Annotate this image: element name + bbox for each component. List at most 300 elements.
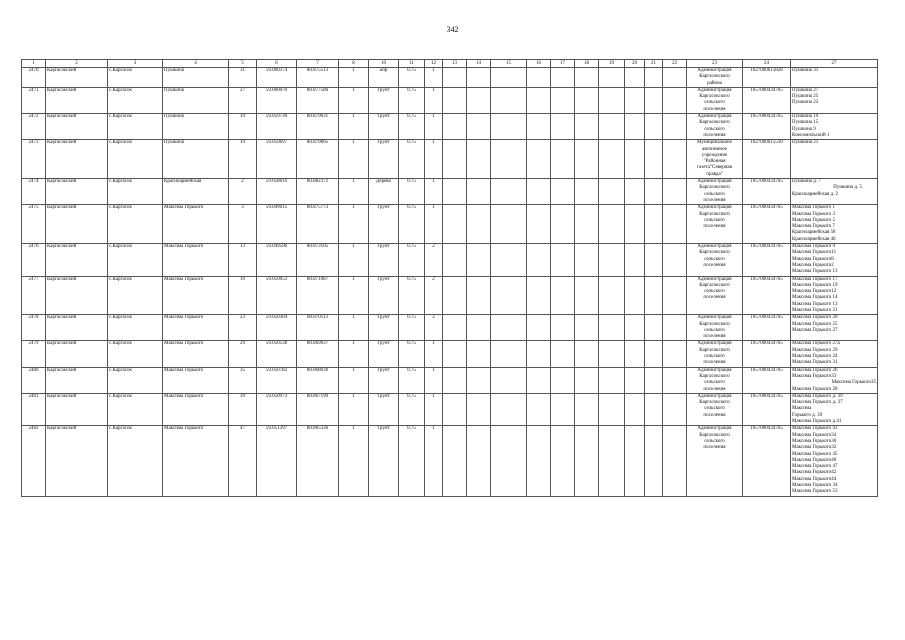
empty-cell bbox=[467, 426, 491, 496]
served-address: Максима Горького35 bbox=[831, 380, 876, 386]
settlement-cell: с.Каргасок bbox=[108, 114, 163, 140]
owner-line: Администрация bbox=[697, 87, 732, 93]
volume-cell: 0.75 bbox=[399, 426, 425, 496]
volume-cell: 0.75 bbox=[399, 68, 425, 88]
served-address: Максима Горького 28 bbox=[792, 386, 838, 392]
column-number: 17 bbox=[551, 60, 575, 68]
empty-cell bbox=[527, 205, 551, 244]
served-address: Максима Горького 17 bbox=[792, 276, 838, 282]
latitude-cell: 59.059730 bbox=[257, 114, 297, 140]
served-address: Максима Горького 27 bbox=[792, 327, 838, 333]
empty-cell bbox=[491, 205, 527, 244]
street-cell: Максима Горького bbox=[163, 393, 229, 425]
settlement-cell: с.Каргасок bbox=[108, 367, 163, 393]
owner-line: Администрация bbox=[697, 426, 732, 432]
house-cell: 19 bbox=[229, 114, 257, 140]
empty-cell bbox=[645, 179, 663, 205]
empty-cell bbox=[663, 276, 687, 315]
served-addresses-cell bbox=[791, 393, 878, 425]
settlement-cell: с.Каргасок bbox=[108, 276, 163, 315]
empty-cell bbox=[663, 140, 687, 179]
empty-cell bbox=[527, 87, 551, 113]
empty-cell bbox=[551, 87, 575, 113]
row-number: 2472 bbox=[22, 114, 46, 140]
table-row bbox=[22, 87, 878, 113]
served-address: Максима Горького 5 bbox=[792, 217, 836, 223]
owner-line: поселения bbox=[703, 386, 726, 392]
empty-cell bbox=[527, 179, 551, 205]
served-address: Пушкина 9 bbox=[792, 126, 816, 132]
owner-line: газета"Северная bbox=[697, 165, 732, 171]
empty-cell bbox=[575, 68, 599, 88]
latitude-cell: 59.058616 bbox=[257, 179, 297, 205]
count-cell: 1 bbox=[339, 244, 369, 276]
owner-line: Каргасокского bbox=[699, 282, 730, 288]
owner-cell bbox=[687, 68, 743, 88]
empty-cell bbox=[443, 179, 467, 205]
column-number: 16 bbox=[527, 60, 551, 68]
served-address: Максима Горького34 bbox=[792, 432, 837, 438]
empty-cell bbox=[663, 179, 687, 205]
row-number: 2480 bbox=[22, 367, 46, 393]
empty-cell bbox=[527, 140, 551, 179]
served-addresses-cell bbox=[791, 426, 878, 496]
column-number: 1 bbox=[22, 60, 46, 68]
empty-cell bbox=[645, 140, 663, 179]
served-address: Красноармейская 46 bbox=[792, 236, 836, 242]
containers-cell: 2 bbox=[425, 276, 443, 315]
district-cell: Каргасокский bbox=[46, 205, 108, 244]
containers-cell: 1 bbox=[425, 367, 443, 393]
served-address: Максима Горького 13 bbox=[792, 301, 838, 307]
ogrn-cell: 1027000615510 bbox=[743, 140, 791, 179]
owner-cell bbox=[687, 87, 743, 113]
owner-line: района bbox=[707, 80, 722, 86]
owner-line: сельского bbox=[704, 354, 725, 360]
empty-cell bbox=[645, 68, 663, 88]
street-cell: Максима Горького bbox=[163, 205, 229, 244]
street-cell: Пушкина bbox=[163, 140, 229, 179]
district-cell: Каргасокский bbox=[46, 68, 108, 88]
column-number: 21 bbox=[645, 60, 663, 68]
column-number: 6 bbox=[257, 60, 297, 68]
empty-cell bbox=[625, 367, 645, 393]
row-number: 2479 bbox=[22, 341, 46, 367]
row-number: 2470 bbox=[22, 68, 46, 88]
served-address: Пушкина 27 bbox=[792, 87, 819, 93]
surface-cell: Грунт bbox=[369, 341, 399, 367]
containers-cell: 1 bbox=[425, 114, 443, 140]
longitude-cell: 80.877586 bbox=[297, 87, 339, 113]
served-address: Максима Горького44 bbox=[792, 476, 837, 482]
owner-line: сельского bbox=[704, 327, 725, 333]
house-cell: 39 bbox=[229, 393, 257, 425]
served-address: Максима Горького 21 bbox=[792, 307, 838, 313]
column-number: 14 bbox=[467, 60, 491, 68]
empty-cell bbox=[467, 341, 491, 367]
empty-cell bbox=[663, 87, 687, 113]
count-cell: 1 bbox=[339, 205, 369, 244]
owner-line: Администрация bbox=[697, 244, 732, 250]
empty-cell bbox=[491, 114, 527, 140]
volume-cell: 0.75 bbox=[399, 367, 425, 393]
owner-line: Каргасокского bbox=[699, 432, 730, 438]
empty-cell bbox=[625, 140, 645, 179]
served-addresses-cell bbox=[791, 68, 878, 88]
served-address: Максима Горького 43 bbox=[792, 426, 838, 432]
owner-line: Администрация bbox=[697, 315, 732, 321]
empty-cell bbox=[645, 341, 663, 367]
served-address: Максима Горького 25 bbox=[792, 321, 838, 327]
table-row bbox=[22, 244, 878, 276]
empty-cell bbox=[527, 341, 551, 367]
empty-cell bbox=[575, 367, 599, 393]
empty-cell bbox=[599, 205, 625, 244]
latitude-cell: 59.060374 bbox=[257, 68, 297, 88]
empty-cell bbox=[467, 179, 491, 205]
count-cell: 1 bbox=[339, 179, 369, 205]
column-number: 20 bbox=[625, 60, 645, 68]
longitude-cell: 80.868030 bbox=[297, 367, 339, 393]
containers-cell: 1 bbox=[425, 205, 443, 244]
house-cell: 19 bbox=[229, 276, 257, 315]
street-cell: Максима Горького bbox=[163, 244, 229, 276]
ogrn-cell: 1057000434765 bbox=[743, 205, 791, 244]
owner-line: Каргасокского bbox=[699, 373, 730, 379]
served-addresses-cell bbox=[791, 315, 878, 341]
longitude-cell: 80.879805 bbox=[297, 140, 339, 179]
served-addresses-cell bbox=[791, 341, 878, 367]
longitude-cell: 80.873105 bbox=[297, 244, 339, 276]
surface-cell: Грунт bbox=[369, 205, 399, 244]
street-cell: Максима Горького bbox=[163, 341, 229, 367]
empty-cell bbox=[575, 276, 599, 315]
column-number: 13 bbox=[443, 60, 467, 68]
owner-line: поселения bbox=[703, 132, 726, 138]
empty-cell bbox=[575, 179, 599, 205]
empty-cell bbox=[491, 341, 527, 367]
containers-cell: 1 bbox=[425, 426, 443, 496]
house-cell: 35 bbox=[229, 367, 257, 393]
empty-cell bbox=[491, 315, 527, 341]
owner-line: поселения bbox=[703, 224, 726, 230]
served-address: Максима Горького 45 bbox=[792, 451, 838, 457]
settlement-cell: с.Каргасок bbox=[108, 426, 163, 496]
empty-cell bbox=[527, 426, 551, 496]
served-address: Комсомольский 1 bbox=[792, 132, 830, 138]
empty-cell bbox=[663, 68, 687, 88]
served-addresses-cell bbox=[791, 87, 878, 113]
latitude-cell: 59.049015 bbox=[257, 205, 297, 244]
column-number: 12 bbox=[425, 60, 443, 68]
served-addresses-cell bbox=[791, 179, 878, 205]
house-cell: 23 bbox=[229, 315, 257, 341]
empty-cell bbox=[443, 205, 467, 244]
served-addresses-cell bbox=[791, 205, 878, 244]
empty-cell bbox=[599, 114, 625, 140]
row-number: 2481 bbox=[22, 393, 46, 425]
empty-cell bbox=[663, 393, 687, 425]
served-address: Максима Горького 31 bbox=[792, 360, 838, 366]
street-cell: Максима Горького bbox=[163, 276, 229, 315]
owner-cell bbox=[687, 114, 743, 140]
empty-cell bbox=[527, 393, 551, 425]
served-address: Максима Горького 13 bbox=[792, 269, 838, 275]
served-address: Максима Горького 29 bbox=[792, 347, 838, 353]
owner-line: поселения bbox=[703, 445, 726, 451]
empty-cell bbox=[467, 393, 491, 425]
owner-cell bbox=[687, 315, 743, 341]
served-address: Пушкина 15 bbox=[792, 120, 819, 126]
empty-cell bbox=[599, 87, 625, 113]
containers-cell: 1 bbox=[425, 87, 443, 113]
count-cell: 1 bbox=[339, 68, 369, 88]
longitude-cell: 80.865336 bbox=[297, 426, 339, 496]
owner-line: сельского bbox=[704, 256, 725, 262]
count-cell: 1 bbox=[339, 367, 369, 393]
owner-line: сельского bbox=[704, 438, 725, 444]
empty-cell bbox=[443, 276, 467, 315]
column-number: 18 bbox=[575, 60, 599, 68]
empty-cell bbox=[575, 426, 599, 496]
volume-cell: 0.75 bbox=[399, 205, 425, 244]
served-address: Горького д. 39 bbox=[792, 412, 823, 418]
page-number: 342 bbox=[446, 25, 459, 34]
district-cell: Каргасокский bbox=[46, 244, 108, 276]
street-cell: Пушкина bbox=[163, 114, 229, 140]
surface-cell: Дерево bbox=[369, 179, 399, 205]
served-address: Максима Горького д. 37 bbox=[792, 400, 843, 406]
empty-cell bbox=[551, 244, 575, 276]
empty-cell bbox=[599, 341, 625, 367]
empty-cell bbox=[443, 426, 467, 496]
served-addresses-cell bbox=[791, 114, 878, 140]
empty-cell bbox=[551, 276, 575, 315]
empty-cell bbox=[551, 315, 575, 341]
district-cell: Каргасокский bbox=[46, 114, 108, 140]
empty-cell bbox=[527, 276, 551, 315]
ogrn-cell: 1057000434765 bbox=[743, 315, 791, 341]
owner-line: сельского bbox=[704, 217, 725, 223]
empty-cell bbox=[443, 367, 467, 393]
street-cell: Максима Горького bbox=[163, 315, 229, 341]
latitude-cell: 59.050304 bbox=[257, 315, 297, 341]
count-cell: 1 bbox=[339, 341, 369, 367]
count-cell: 1 bbox=[339, 87, 369, 113]
served-address: Пушкина 25 bbox=[792, 94, 819, 100]
containers-cell: 2 bbox=[425, 244, 443, 276]
served-address: Максима Горького 9 bbox=[792, 244, 836, 250]
ogrn-cell: 1057000434765 bbox=[743, 276, 791, 315]
longitude-cell: 80.870113 bbox=[297, 315, 339, 341]
volume-cell: 0.75 bbox=[399, 315, 425, 341]
column-number: 27 bbox=[791, 60, 878, 68]
latitude-cell: 59.059697 bbox=[257, 140, 297, 179]
register-table bbox=[21, 59, 878, 497]
count-cell: 1 bbox=[339, 426, 369, 496]
empty-cell bbox=[645, 244, 663, 276]
empty-cell bbox=[467, 87, 491, 113]
empty-cell bbox=[599, 140, 625, 179]
surface-cell: Грунт bbox=[369, 276, 399, 315]
served-address: Максима Горького8 bbox=[792, 256, 834, 262]
empty-cell bbox=[575, 114, 599, 140]
ogrn-cell: 1057000434765 bbox=[743, 367, 791, 393]
empty-cell bbox=[491, 140, 527, 179]
empty-cell bbox=[599, 244, 625, 276]
empty-cell bbox=[645, 393, 663, 425]
empty-cell bbox=[551, 426, 575, 496]
owner-line: Каргасокского bbox=[699, 185, 730, 191]
latitude-cell: 59.049596 bbox=[257, 244, 297, 276]
served-address: Пушкина 21 bbox=[792, 140, 819, 146]
empty-cell bbox=[625, 426, 645, 496]
surface-cell: Грунт bbox=[369, 114, 399, 140]
empty-cell bbox=[663, 367, 687, 393]
empty-cell bbox=[625, 179, 645, 205]
empty-cell bbox=[527, 114, 551, 140]
empty-cell bbox=[467, 367, 491, 393]
empty-cell bbox=[443, 68, 467, 88]
owner-line: Каргасокского bbox=[699, 321, 730, 327]
served-address: Пушкина 23 bbox=[792, 100, 819, 106]
empty-cell bbox=[625, 87, 645, 113]
surface-cell: Грунт bbox=[369, 367, 399, 393]
longitude-cell: 80.875773 bbox=[297, 205, 339, 244]
empty-cell bbox=[599, 367, 625, 393]
district-cell: Каргасокский bbox=[46, 426, 108, 496]
empty-cell bbox=[527, 68, 551, 88]
owner-line: Каргасокского bbox=[699, 400, 730, 406]
served-address: Максима Горького 34 bbox=[792, 483, 838, 488]
count-cell: 1 bbox=[339, 276, 369, 315]
house-cell: 27 bbox=[229, 87, 257, 113]
served-addresses-cell bbox=[791, 140, 878, 179]
volume-cell: 0.75 bbox=[399, 244, 425, 276]
row-number: 2478 bbox=[22, 315, 46, 341]
empty-cell bbox=[491, 367, 527, 393]
empty-cell bbox=[663, 205, 687, 244]
ogrn-cell: 1057000434765 bbox=[743, 426, 791, 496]
owner-cell bbox=[687, 276, 743, 315]
latitude-cell: 59.050973 bbox=[257, 393, 297, 425]
owner-line: Администрация bbox=[697, 393, 732, 399]
longitude-cell: 80.871087 bbox=[297, 276, 339, 315]
house-cell: 2 bbox=[229, 179, 257, 205]
surface-cell: Грунт bbox=[369, 244, 399, 276]
empty-cell bbox=[625, 244, 645, 276]
owner-line: сельского bbox=[704, 100, 725, 106]
empty-cell bbox=[551, 68, 575, 88]
owner-line: Каргасокского bbox=[699, 120, 730, 126]
served-address: Максима Горького40 bbox=[792, 457, 837, 463]
empty-cell bbox=[645, 367, 663, 393]
table-row bbox=[22, 140, 878, 179]
table-row bbox=[22, 426, 878, 496]
settlement-cell: с.Каргасок bbox=[108, 244, 163, 276]
street-cell: Красноармейская bbox=[163, 179, 229, 205]
empty-cell bbox=[467, 140, 491, 179]
street-cell: Максима Горького bbox=[163, 426, 229, 496]
column-number: 4 bbox=[163, 60, 229, 68]
empty-cell bbox=[575, 140, 599, 179]
district-cell: Каргасокский bbox=[46, 276, 108, 315]
district-cell: Каргасокский bbox=[46, 341, 108, 367]
column-number: 24 bbox=[743, 60, 791, 68]
containers-cell: 1 bbox=[425, 179, 443, 205]
row-number: 2476 bbox=[22, 244, 46, 276]
served-address: Максима Горького 47 bbox=[792, 464, 838, 470]
owner-cell bbox=[687, 179, 743, 205]
empty-cell bbox=[599, 276, 625, 315]
surface-cell: Грунт bbox=[369, 393, 399, 425]
column-number: 10 bbox=[369, 60, 399, 68]
owner-line: Каргасокского bbox=[699, 347, 730, 353]
owner-line: Администрация bbox=[697, 179, 732, 185]
street-cell: Максима Горького bbox=[163, 367, 229, 393]
owner-cell bbox=[687, 367, 743, 393]
volume-cell: 0.75 bbox=[399, 179, 425, 205]
empty-cell bbox=[575, 315, 599, 341]
served-addresses-cell bbox=[791, 367, 878, 393]
empty-cell bbox=[625, 341, 645, 367]
owner-cell bbox=[687, 393, 743, 425]
settlement-cell: с.Каргасок bbox=[108, 393, 163, 425]
row-number: 2475 bbox=[22, 205, 46, 244]
empty-cell bbox=[467, 315, 491, 341]
surface-cell: Грунт bbox=[369, 426, 399, 496]
table-row bbox=[22, 276, 878, 315]
served-addresses-cell bbox=[791, 244, 878, 276]
empty-cell bbox=[645, 114, 663, 140]
volume-cell: 0.75 bbox=[399, 140, 425, 179]
served-address: Максима Горького 27а bbox=[792, 341, 840, 347]
served-address: Пушкина д. 7 bbox=[792, 179, 821, 185]
empty-cell bbox=[443, 341, 467, 367]
settlement-cell: с.Каргасок bbox=[108, 205, 163, 244]
row-number: 2482 bbox=[22, 426, 46, 496]
empty-cell bbox=[467, 205, 491, 244]
table-row bbox=[22, 341, 878, 367]
served-address: Пушкина 19 bbox=[792, 114, 819, 120]
table-row bbox=[22, 68, 878, 88]
longitude-cell: 80.879631 bbox=[297, 114, 339, 140]
served-address: Максима Горького33 bbox=[792, 373, 837, 379]
volume-cell: 0.75 bbox=[399, 276, 425, 315]
house-cell: 29 bbox=[229, 341, 257, 367]
settlement-cell: с.Каргасок bbox=[108, 315, 163, 341]
owner-cell bbox=[687, 140, 743, 179]
house-cell: 19 bbox=[229, 140, 257, 179]
empty-cell bbox=[625, 114, 645, 140]
column-number: 8 bbox=[339, 60, 369, 68]
empty-cell bbox=[625, 393, 645, 425]
served-address: Максима Горького 53 bbox=[792, 489, 838, 495]
owner-line: сельского bbox=[704, 406, 725, 412]
owner-line: Администрация bbox=[697, 114, 732, 120]
empty-cell bbox=[551, 114, 575, 140]
owner-line: "Районная bbox=[703, 159, 726, 165]
owner-cell bbox=[687, 244, 743, 276]
district-cell: Каргасокский bbox=[46, 140, 108, 179]
latitude-cell: 59.050538 bbox=[257, 341, 297, 367]
empty-cell bbox=[625, 276, 645, 315]
district-cell: Каргасокский bbox=[46, 393, 108, 425]
owner-line: Каргасокского bbox=[699, 250, 730, 256]
empty-cell bbox=[575, 244, 599, 276]
column-number: 11 bbox=[399, 60, 425, 68]
owner-line: Администрация bbox=[697, 276, 732, 282]
